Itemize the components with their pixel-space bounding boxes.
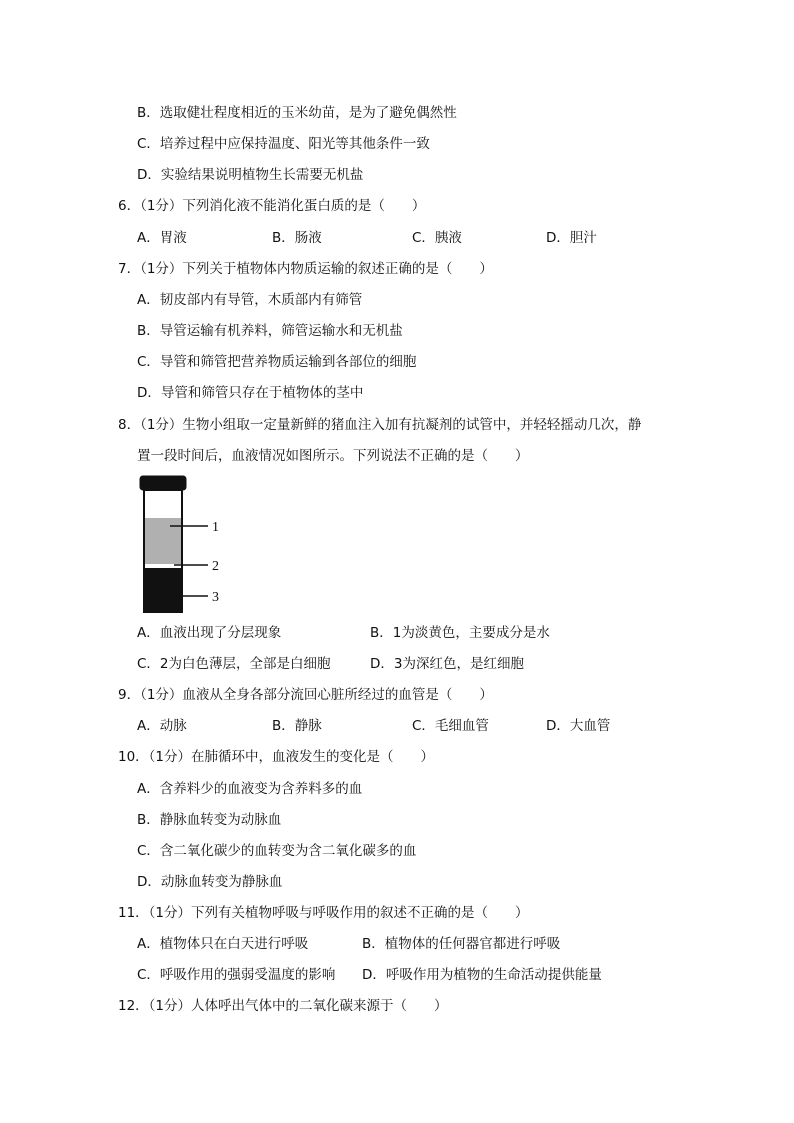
q5-option-b: B．选取健壮程度相近的玉米幼苗，是为了避免偶然性 <box>137 105 457 121</box>
red-cell-layer <box>145 568 181 612</box>
q5-option-c: C．培养过程中应保持温度、阳光等其他条件一致 <box>137 136 430 152</box>
label-1: 1 <box>212 520 219 535</box>
q7-option-b: B．导管运输有机养料，筛管运输水和无机盐 <box>137 323 403 339</box>
q9-option-d: D．大血管 <box>546 718 611 734</box>
q6-option-b: B．肠液 <box>272 230 322 246</box>
q8-option-b: B．1为淡黄色，主要成分是水 <box>370 625 550 641</box>
q8-option-c: C．2为白色薄层，全部是白细胞 <box>137 656 331 672</box>
q5-option-d: D．实验结果说明植物生长需要无机盐 <box>137 167 364 183</box>
q6-stem: 6．（1分）下列消化液不能消化蛋白质的是（ ） <box>118 198 426 214</box>
q10-option-d: D．动脉血转变为静脉血 <box>137 874 283 890</box>
q9-option-b: B．静脉 <box>272 718 322 734</box>
q8-stem-line1: 8．（1分）生物小组取一定量新鲜的猪血注入加有抗凝剂的试管中，并轻轻摇动几次，静 <box>118 417 642 433</box>
q7-option-a: A．韧皮部内有导管，木质部内有筛管 <box>137 292 363 308</box>
q7-option-c: C．导管和筛管把营养物质运输到各部位的细胞 <box>137 354 417 370</box>
q6-option-d: D．胆汁 <box>546 230 597 246</box>
test-tube-figure <box>136 474 236 616</box>
q8-option-a: A．血液出现了分层现象 <box>137 625 282 641</box>
q10-option-a: A．含养料少的血液变为含养料多的血 <box>137 781 363 797</box>
q8-option-d: D．3为深红色，是红细胞 <box>370 656 524 672</box>
q11-stem: 11．（1分）下列有关植物呼吸与呼吸作用的叙述不正确的是（ ） <box>118 905 529 921</box>
label-2: 2 <box>212 559 219 574</box>
q11-option-d: D．呼吸作用为植物的生命活动提供能量 <box>362 967 602 983</box>
q7-option-d: D．导管和筛管只存在于植物体的茎中 <box>137 385 364 401</box>
q10-stem: 10．（1分）在肺循环中，血液发生的变化是（ ） <box>118 749 435 765</box>
label-3: 3 <box>212 590 219 605</box>
q8-stem-line2: 置一段时间后，血液情况如图所示。下列说法不正确的是（ ） <box>137 448 529 464</box>
q9-option-a: A．动脉 <box>137 718 187 734</box>
q11-option-b: B．植物体的任何器官都进行呼吸 <box>362 936 561 952</box>
q12-stem: 12．（1分）人体呼出气体中的二氧化碳来源于（ ） <box>118 998 448 1014</box>
q6-option-c: C．胰液 <box>412 230 462 246</box>
q11-option-c: C．呼吸作用的强弱受温度的影响 <box>137 967 336 983</box>
q9-stem: 9．（1分）血液从全身各部分流回心脏所经过的血管是（ ） <box>118 687 493 703</box>
q11-option-a: A．植物体只在白天进行呼吸 <box>137 936 309 952</box>
q6-option-a: A．胃液 <box>137 230 187 246</box>
plasma-layer <box>145 518 181 564</box>
tube-cap <box>140 476 186 490</box>
q10-option-b: B．静脉血转变为动脉血 <box>137 812 282 828</box>
q10-option-c: C．含二氧化碳少的血转变为含二氧化碳多的血 <box>137 843 417 859</box>
q9-option-c: C．毛细血管 <box>412 718 489 734</box>
q7-stem: 7．（1分）下列关于植物体内物质运输的叙述正确的是（ ） <box>118 261 493 277</box>
